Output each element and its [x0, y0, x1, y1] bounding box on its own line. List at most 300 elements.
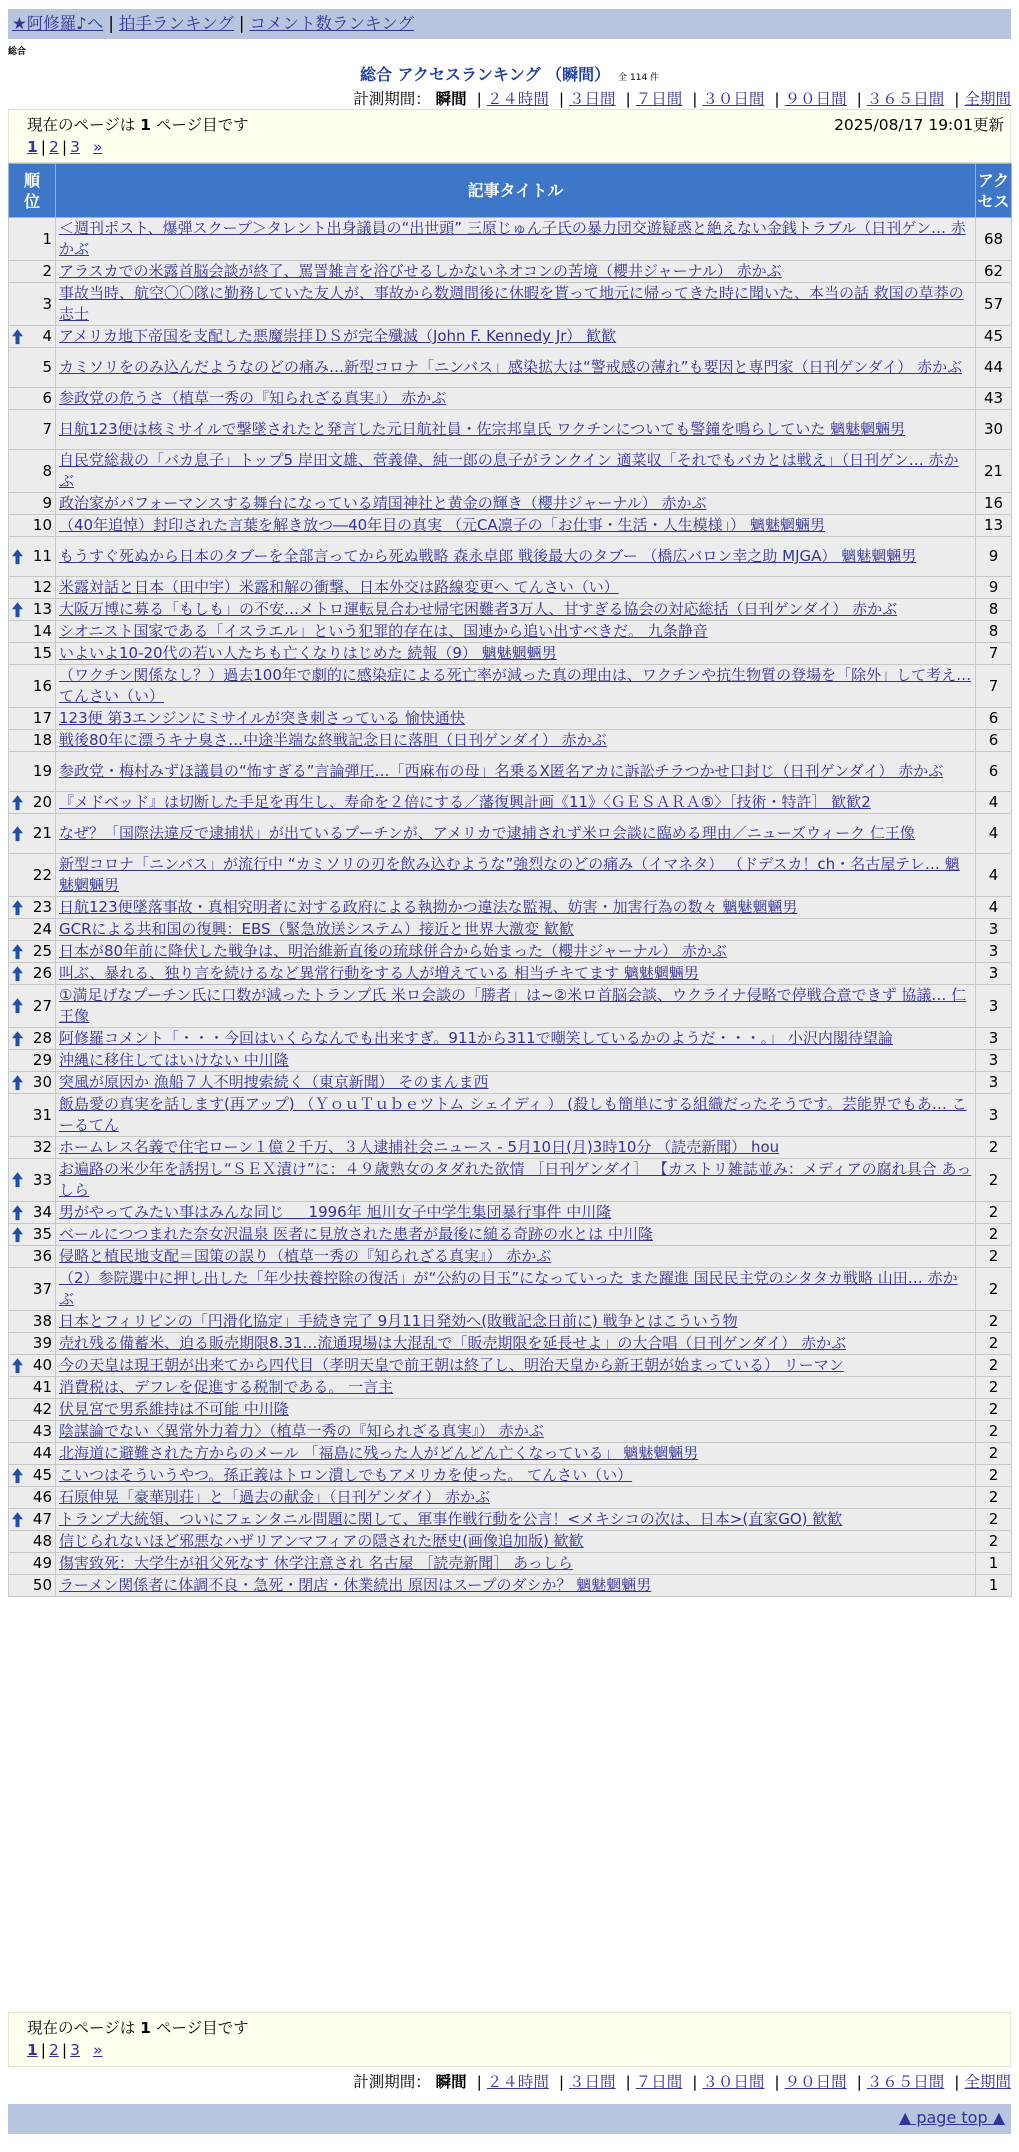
- table-row: [9, 1333, 1012, 1355]
- nav-separator: |: [108, 14, 114, 33]
- title-cell: [56, 665, 976, 708]
- article-title-link[interactable]: ①満足げなプーチン氏に口数が減ったトランプ氏 米ロ会談の「勝者」は~②米ロ首脳会談、ウクライナ侵略で停戦合意できず 協議… 仁王像: [59, 986, 967, 1025]
- article-title-link[interactable]: 戦後80年に漂うキナ臭さ…中途半端な終戦記念日に落胆（日刊ゲンダイ） 赤かぶ: [59, 731, 607, 749]
- article-title-link[interactable]: 飯島愛の真実を話します(再アップ) （ＹｏｕＴｕｂｅツトム シェイディ ） (殺しも簡単にする組織だったそうです。芸能界でもあ… こーるてん: [59, 1095, 967, 1134]
- rank-number: 1: [42, 229, 52, 248]
- rank-cell: [9, 854, 56, 897]
- access-count: 6: [976, 752, 1012, 792]
- article-title-link[interactable]: ベールにつつまれた奈女沢温泉 医者に見放された患者が最後に縋る奇跡の水とは 中川隆: [59, 1225, 653, 1243]
- rank-cell: [9, 897, 56, 919]
- rank-number: 8: [42, 461, 52, 480]
- rank-number: 30: [32, 1073, 52, 1091]
- title-cell: [56, 1202, 976, 1224]
- rank-cell: [9, 1575, 56, 1597]
- col-header-title: 記事タイトル: [56, 164, 976, 218]
- table-row: [9, 621, 1012, 643]
- table-row: [9, 1246, 1012, 1268]
- rank-cell: [9, 919, 56, 941]
- rank-up-arrow-icon: [12, 1468, 23, 1483]
- rank-number: 36: [32, 1247, 52, 1265]
- rank-number: 41: [32, 1378, 52, 1396]
- table-row: [9, 1137, 1012, 1159]
- pager-page-1[interactable]: 1: [27, 2041, 38, 2059]
- rank-number: 2: [42, 262, 52, 280]
- pager-next[interactable]: »: [92, 138, 103, 156]
- table-row: [9, 1072, 1012, 1094]
- rank-number: 22: [32, 865, 52, 884]
- ranking-title: 総合 アクセスランキング （瞬間）: [359, 65, 611, 84]
- current-page-suffix: ページ目です: [155, 116, 249, 134]
- table-row: [9, 283, 1012, 326]
- rank-up-arrow-icon: [12, 1031, 23, 1046]
- table-row: [9, 665, 1012, 708]
- rank-up-arrow-icon: [12, 329, 23, 344]
- table-row: [9, 897, 1012, 919]
- rank-up-arrow-icon: [12, 944, 23, 959]
- pager-page-3[interactable]: 3: [70, 2041, 81, 2059]
- access-count: 2: [976, 1377, 1012, 1399]
- access-count: 44: [976, 348, 1012, 388]
- table-row: [9, 537, 1012, 577]
- access-count: 68: [976, 218, 1012, 261]
- rank-cell: [9, 410, 56, 450]
- access-count: 2: [976, 1224, 1012, 1246]
- rank-number: 48: [32, 1532, 52, 1550]
- period-link-all[interactable]: 全期間: [964, 2073, 1011, 2091]
- rank-number: 46: [32, 1488, 52, 1506]
- nav-link-comment-ranking[interactable]: コメント数ランキング: [249, 14, 414, 33]
- rank-cell: [9, 708, 56, 730]
- rank-up-arrow-icon: [12, 795, 23, 810]
- rank-cell: [9, 1355, 56, 1377]
- access-count: 2: [976, 1311, 1012, 1333]
- rank-number: 24: [32, 920, 52, 938]
- article-title-link[interactable]: 参政党・梅村みずほ議員の“怖すぎる”言論弾圧…「西麻布の母」名乗るX匿名アカに訴訟チラつかせ口封じ（日刊ゲンダイ） 赤かぶ: [59, 762, 944, 780]
- period-link-30d[interactable]: ３０日間: [702, 90, 765, 108]
- rank-cell: [9, 665, 56, 708]
- table-row: [9, 1465, 1012, 1487]
- article-title-link[interactable]: 信じられないほど邪悪なハザリアンマフィアの隠された歴史(画像追加版) 歓歓: [59, 1532, 584, 1550]
- table-row: [9, 1355, 1012, 1377]
- rank-cell: [9, 450, 56, 493]
- article-title-link[interactable]: 石原伸晃「豪華別荘」と「過去の献金」（日刊ゲンダイ） 赤かぶ: [59, 1488, 491, 1506]
- article-title-link[interactable]: 日航123便墜落事故・真相究明者に対する政府による執拗かつ違法な監視、妨害・加害行為の数々 魑魅魍魎男: [59, 898, 798, 916]
- page-top-link[interactable]: ▲ page top ▲: [898, 2108, 1005, 2127]
- rank-cell: [9, 537, 56, 577]
- title-cell: [56, 493, 976, 515]
- article-title-link[interactable]: アラスカでの米露首脳会談が終了、罵詈雑言を浴びせるしかないネオコンの苦境（櫻井ジャーナル） 赤かぶ: [59, 262, 782, 280]
- table-row: [9, 1377, 1012, 1399]
- period-link-24h[interactable]: ２４時間: [486, 2073, 549, 2091]
- rank-cell: [9, 1465, 56, 1487]
- rank-number: 34: [32, 1203, 52, 1221]
- access-count: 2: [976, 1137, 1012, 1159]
- article-title-link[interactable]: 日本とフィリピンの「円滑化協定」手続き完了 9月11日発効へ(敗戦記念日前に) 戦争とはこういう物: [59, 1312, 738, 1330]
- rank-cell: [9, 1028, 56, 1050]
- period-label: 計測期間：: [353, 90, 431, 108]
- table-row: [9, 410, 1012, 450]
- article-title-link[interactable]: （2）参院選中に押し出した「年少扶養控除の復活」が“公約の目玉”になっていった また躍進 国民民主党のシタタカ戦略 山田… 赤かぶ: [59, 1269, 958, 1308]
- rank-cell: [9, 1377, 56, 1399]
- title-cell: [56, 410, 976, 450]
- rank-cell: [9, 1311, 56, 1333]
- title-cell: [56, 985, 976, 1028]
- rank-cell: [9, 1246, 56, 1268]
- rank-number: 45: [32, 1466, 52, 1484]
- title-cell: [56, 1072, 976, 1094]
- period-link-30d[interactable]: ３０日間: [702, 2073, 765, 2091]
- article-title-link[interactable]: ホームレス名義で住宅ローン１億２千万、３人逮捕社会ニュース - 5月10日(月)3時10分 （読売新聞） hou: [59, 1138, 780, 1156]
- article-title-link[interactable]: もうすぐ死ぬから日本のタブーを全部言ってから死ぬ戦略 森永卓郎 戦後最大のタブー （橋広バロン幸之助 MJGA） 魑魅魍魎男: [59, 547, 917, 565]
- rank-number: 39: [32, 1334, 52, 1352]
- rank-number: 19: [32, 762, 52, 780]
- table-row: [9, 1509, 1012, 1531]
- title-cell: [56, 537, 976, 577]
- article-title-link[interactable]: 『メドベッド』は切断した手足を再生し、寿命を２倍にする／藩復興計画《11》〈ＧＥＳＡＲＡ⑤〉［技術・特許］ 歓歓2: [59, 793, 871, 811]
- rank-cell: [9, 792, 56, 814]
- access-count: 7: [976, 643, 1012, 665]
- title-cell: [56, 1137, 976, 1159]
- article-title-link[interactable]: アメリカ地下帝国を支配した悪魔崇拝ＤＳが完全殲滅（John F. Kennedy Jr） 歓歓: [59, 327, 617, 345]
- table-row: [9, 493, 1012, 515]
- rank-number: 26: [32, 964, 52, 982]
- access-count: 3: [976, 1094, 1012, 1137]
- access-count: 3: [976, 1072, 1012, 1094]
- article-title-link[interactable]: 今の天皇は現王朝が出来てから四代目（孝明天皇で前王朝は終了し、明治天皇から新王朝が始まっている） リーマン: [59, 1356, 844, 1374]
- rank-cell: [9, 1137, 56, 1159]
- table-row: [9, 792, 1012, 814]
- title-cell: [56, 388, 976, 410]
- rank-cell: [9, 643, 56, 665]
- rank-number: 13: [32, 600, 52, 618]
- article-title-link[interactable]: 突風が原因か 漁船７人不明捜索続く（東京新聞） そのまんま西: [59, 1073, 489, 1091]
- article-title-link[interactable]: トランプ大統領、ついにフェンタニル問題に関して、軍事作戦行動を公言！<メキシコの次は、日本>(直家GO) 歓歓: [59, 1510, 843, 1528]
- title-cell: [56, 1355, 976, 1377]
- rank-up-arrow-icon: [12, 1358, 23, 1373]
- article-title-link[interactable]: 大阪万博に募る「もしも」の不安…メトロ運転見合わせ帰宅困難者3万人、甘すぎる協会の対応総括（日刊ゲンダイ） 赤かぶ: [59, 600, 898, 618]
- ranking-title-line: [0, 62, 1019, 85]
- ranking-table: [8, 163, 1012, 1597]
- rank-cell: [9, 493, 56, 515]
- article-title-link[interactable]: （ワクチン関係なし？）過去100年で劇的に感染症による死亡率が減った真の理由は、ワクチンや抗生物質の登場を「除外」して考え… てんさい（い）: [59, 666, 972, 705]
- rank-cell: [9, 1202, 56, 1224]
- access-count: 4: [976, 792, 1012, 814]
- rank-up-arrow-icon: [12, 966, 23, 981]
- rank-number: 50: [32, 1576, 52, 1594]
- article-title-link[interactable]: 伏見宮で男系維持は不可能 中川隆: [59, 1400, 289, 1418]
- table-row: [9, 919, 1012, 941]
- current-page-prefix: 現在のページは: [27, 116, 136, 134]
- rank-number: 25: [32, 942, 52, 960]
- rank-number: 9: [42, 494, 52, 512]
- title-cell: [56, 1399, 976, 1421]
- title-cell: [56, 621, 976, 643]
- table-row: [9, 814, 1012, 854]
- period-link-all[interactable]: 全期間: [964, 90, 1011, 108]
- title-cell: [56, 283, 976, 326]
- title-cell: [56, 1443, 976, 1465]
- rank-number: 40: [32, 1356, 52, 1374]
- rank-number: 42: [32, 1400, 52, 1418]
- table-row: [9, 218, 1012, 261]
- table-row: [9, 1443, 1012, 1465]
- rank-cell: [9, 752, 56, 792]
- rank-number: 32: [32, 1138, 52, 1156]
- rank-cell: [9, 1333, 56, 1355]
- pager-page-2[interactable]: 2: [49, 138, 59, 156]
- access-count: 4: [976, 897, 1012, 919]
- article-title-link[interactable]: 事故当時、航空〇〇隊に勤務していた友人が、事故から数週間後に休暇を貰って地元に帰ってきた時に聞いた、本当の話 救国の草莽の志士: [59, 284, 964, 323]
- rank-number: 6: [42, 389, 52, 407]
- article-title-link[interactable]: ラーメン関係者に体調不良・急死・閉店・休業続出 原因はスープのダシか？ 魑魅魍魎男: [59, 1576, 652, 1594]
- rank-cell: [9, 1487, 56, 1509]
- access-count: 3: [976, 1028, 1012, 1050]
- rank-number: 20: [32, 793, 52, 811]
- period-link-7d[interactable]: ７日間: [635, 2073, 683, 2091]
- title-cell: [56, 792, 976, 814]
- nav-link-applause-ranking[interactable]: 拍手ランキング: [118, 14, 234, 33]
- rank-cell: [9, 388, 56, 410]
- ranking-count: 全 114 件: [618, 73, 660, 83]
- article-title-link[interactable]: 123便 第3エンジンにミサイルが突き刺さっている 愉快通快: [59, 709, 465, 727]
- nav-separator: |: [238, 14, 245, 33]
- access-count: 57: [976, 283, 1012, 326]
- title-cell: [56, 814, 976, 854]
- article-title-link[interactable]: 沖縄に移住してはいけない 中川隆: [59, 1051, 289, 1069]
- title-cell: [56, 1094, 976, 1137]
- rank-number: 28: [32, 1029, 52, 1047]
- period-link-3d[interactable]: ３日間: [569, 90, 616, 108]
- title-cell: [56, 643, 976, 665]
- period-label: 計測期間：: [353, 2073, 431, 2091]
- title-cell: [56, 708, 976, 730]
- access-count: 2: [976, 1487, 1012, 1509]
- rank-cell: [9, 621, 56, 643]
- current-page-text-bottom: [27, 2016, 249, 2038]
- article-title-link[interactable]: 日本が80年前に降伏した戦争は、明治維新直後の琉球併合から始まった（櫻井ジャーナル） 赤かぶ: [59, 942, 727, 960]
- access-count: 13: [976, 515, 1012, 537]
- article-title-link[interactable]: 陰謀論でない〈異常外力着力〉（植草一秀の『知られざる真実』） 赤かぶ: [59, 1422, 544, 1440]
- table-row: [9, 1399, 1012, 1421]
- title-cell: [56, 897, 976, 919]
- period-link-365d[interactable]: ３６５日間: [866, 90, 945, 108]
- rank-number: 43: [32, 1422, 52, 1440]
- title-cell: [56, 1224, 976, 1246]
- rank-number: 37: [32, 1279, 52, 1298]
- article-title-link[interactable]: いよいよ10-20代の若い人たちも亡くなりはじめた 続報（9） 魑魅魍魎男: [59, 644, 557, 662]
- rank-number: 16: [32, 676, 52, 695]
- page-info-bottom: [8, 2012, 1011, 2067]
- table-row: [9, 1224, 1012, 1246]
- access-count: 3: [976, 1050, 1012, 1072]
- table-row: [9, 941, 1012, 963]
- article-title-link[interactable]: 男がやってみたい事はみんな同じ ＿ 1996年 旭川女子中学生集団暴行事件 中川隆: [59, 1203, 612, 1221]
- article-title-link[interactable]: こいつはそういうやつ。孫正義はトロン潰しでもアメリカを使った。 てんさい（い）: [59, 1466, 633, 1484]
- rank-cell: [9, 1443, 56, 1465]
- access-count: 4: [976, 854, 1012, 897]
- rank-number: 12: [32, 578, 52, 596]
- title-cell: [56, 1159, 976, 1202]
- access-count: 9: [976, 577, 1012, 599]
- current-page-number: 1: [140, 116, 151, 134]
- rank-cell: [9, 963, 56, 985]
- rank-number: 49: [32, 1554, 52, 1572]
- article-title-link[interactable]: 傷害致死：大学生が祖父死なす 休学注意され 名古屋 ［読売新聞］ あっしら: [59, 1554, 573, 1572]
- access-count: 8: [976, 621, 1012, 643]
- rank-up-arrow-icon: [12, 1512, 23, 1527]
- rank-up-arrow-icon: [12, 602, 23, 617]
- period-link-7d[interactable]: ７日間: [635, 90, 683, 108]
- category-label: 総合: [8, 47, 27, 57]
- title-cell: [56, 730, 976, 752]
- pager-page-2[interactable]: 2: [49, 2041, 59, 2059]
- access-count: 2: [976, 1246, 1012, 1268]
- article-title-link[interactable]: GCRによる共和国の復興：EBS（緊急放送システム）接近と世界大激変 歓歓: [59, 920, 574, 938]
- article-title-link[interactable]: カミソリをのみ込んだようなのどの痛み…新型コロナ「ニンバス」感染拡大は“警戒感の薄れ”も要因と専門家（日刊ゲンダイ） 赤かぶ: [59, 358, 963, 376]
- period-link-24h[interactable]: ２４時間: [486, 90, 549, 108]
- table-row: [9, 854, 1012, 897]
- access-count: 2: [976, 1333, 1012, 1355]
- article-title-link[interactable]: （40年追悼）封印された言葉を解き放つ―40年目の真実 （元CA凛子の「お仕事・生活・人生模様」） 魑魅魍魎男: [59, 516, 825, 534]
- rank-cell: [9, 515, 56, 537]
- rank-number: 31: [32, 1105, 52, 1124]
- article-title-link[interactable]: 新型コロナ「ニンバス」が流行中 “カミソリの刃を飲み込むような”強烈なのどの痛み（イマネタ） （ドデスカ！ch・名古屋テレ… 魑魅魍魎男: [59, 855, 960, 894]
- ranking-table-body: [9, 218, 1012, 1597]
- rank-up-arrow-icon: [12, 1172, 23, 1187]
- rank-cell: [9, 814, 56, 854]
- article-title-link[interactable]: 叫ぶ、暴れる、独り言を続けるなど異常行動をする人が増えている 相当チキてます 魑魅魍魎男: [59, 964, 699, 982]
- article-title-link[interactable]: 北海道に避難された方からのメール 「福島に残った人がどんどん亡くなっている」 魑魅魍魎男: [59, 1444, 699, 1462]
- period-link-3d[interactable]: ３日間: [569, 2073, 616, 2091]
- table-row: [9, 1421, 1012, 1443]
- article-title-link[interactable]: 政治家がパフォーマンスする舞台になっている靖国神社と黄金の輝き（櫻井ジャーナル） 赤かぶ: [59, 494, 707, 512]
- table-row: [9, 1268, 1012, 1311]
- rank-cell: [9, 1224, 56, 1246]
- rank-cell: [9, 1421, 56, 1443]
- table-row: [9, 1487, 1012, 1509]
- article-title-link[interactable]: 参政党の危うさ（植草一秀の『知られざる真実』） 赤かぶ: [59, 389, 447, 407]
- title-cell: [56, 1531, 976, 1553]
- table-row: [9, 730, 1012, 752]
- rank-up-arrow-icon: [12, 1227, 23, 1242]
- title-cell: [56, 963, 976, 985]
- rank-number: 29: [32, 1051, 52, 1069]
- article-title-link[interactable]: ＜週刊ポスト、爆弾スクープ＞タレント出身議員の“出世頭” 三原じゅん子氏の暴力団交遊疑惑と絶えない金銭トラブル（日刊ゲン… 赤かぶ: [59, 219, 966, 258]
- current-page-suffix: ページ目です: [155, 2019, 249, 2037]
- title-cell: [56, 599, 976, 621]
- article-title-link[interactable]: 侵略と植民地支配＝国策の誤り（植草一秀の『知られざる真実』） 赤かぶ: [59, 1247, 552, 1265]
- table-row: [9, 985, 1012, 1028]
- article-title-link[interactable]: 米露対話と日本（田中宇）米露和解の衝撃、日本外交は路線変更へ てんさい（い）: [59, 578, 619, 596]
- title-cell: [56, 854, 976, 897]
- access-count: 21: [976, 450, 1012, 493]
- rank-number: 7: [42, 420, 52, 438]
- table-header-row: [9, 164, 1012, 218]
- access-count: 45: [976, 326, 1012, 348]
- title-cell: [56, 941, 976, 963]
- table-row: [9, 450, 1012, 493]
- access-count: 2: [976, 1531, 1012, 1553]
- table-row: [9, 1028, 1012, 1050]
- article-title-link[interactable]: 売れ残る備蓄米、迫る販売期限8.31…流通現場は大混乱で「販売期限を延長せよ」の大合唱（日刊ゲンダイ） 赤かぶ: [59, 1334, 846, 1352]
- article-title-link[interactable]: 阿修羅コメント「・・・今回はいくらなんでも出来すぎ。911から311で嘲笑しているかのようだ・・・。」 小沢内閣待望論: [59, 1029, 893, 1047]
- title-cell: [56, 1553, 976, 1575]
- title-cell: [56, 1575, 976, 1597]
- table-row: [9, 643, 1012, 665]
- pager-page-1[interactable]: 1: [27, 138, 38, 156]
- nav-link-ashura[interactable]: ★阿修羅♪へ: [12, 14, 104, 33]
- rank-number: 14: [32, 622, 52, 640]
- access-count: 6: [976, 708, 1012, 730]
- title-cell: [56, 450, 976, 493]
- rank-number: 3: [42, 294, 52, 313]
- period-link-90d[interactable]: ９０日間: [784, 2073, 847, 2091]
- access-count: 3: [976, 919, 1012, 941]
- pager-next[interactable]: »: [92, 2041, 103, 2059]
- rank-number: 5: [42, 358, 52, 376]
- access-count: 7: [976, 665, 1012, 708]
- article-title-link[interactable]: なぜ？「国際法違反で逮捕状」が出ているプーチンが、アメリカで逮捕されず米ロ会談に臨める理由／ニューズウィーク 仁王像: [59, 824, 915, 842]
- period-link-90d[interactable]: ９０日間: [784, 90, 847, 108]
- rank-cell: [9, 1268, 56, 1311]
- rank-number: 23: [32, 898, 52, 916]
- table-row: [9, 1311, 1012, 1333]
- rank-number: 27: [32, 996, 52, 1015]
- rank-cell: [9, 348, 56, 388]
- access-count: 30: [976, 410, 1012, 450]
- access-count: 8: [976, 599, 1012, 621]
- table-row: [9, 1531, 1012, 1553]
- article-title-link[interactable]: 自民党総裁の「バカ息子」トップ5 岸田文雄、菅義偉、純一郎の息子がランクイン 適菜収「それでもバカとは戦え」（日刊ゲン… 赤かぶ: [59, 451, 959, 490]
- access-count: 62: [976, 261, 1012, 283]
- period-selector-top: 計測期間： 瞬間 | ２４時間 | ３日間 | ７日間 | ３０日間 | ９０日間 | ３６５日間 | 全期間: [353, 90, 1011, 108]
- table-row: [9, 1553, 1012, 1575]
- rank-number: 47: [32, 1510, 52, 1528]
- rank-up-arrow-icon: [12, 998, 23, 1013]
- rank-cell: [9, 599, 56, 621]
- rank-number: 33: [32, 1170, 52, 1189]
- table-row: [9, 1202, 1012, 1224]
- period-link-365d[interactable]: ３６５日間: [866, 2073, 945, 2091]
- rank-cell: [9, 1531, 56, 1553]
- pager-page-3[interactable]: 3: [70, 138, 81, 156]
- table-row: [9, 348, 1012, 388]
- article-title-link[interactable]: お遍路の米少年を誘拐し“ＳＥＸ漬け”に：４９歳熟女のタダれた欲情 ［日刊ゲンダイ］ 【カストリ雑誌並み：メディアの腐れ具合 あっしら: [59, 1160, 972, 1199]
- title-cell: [56, 261, 976, 283]
- rank-cell: [9, 577, 56, 599]
- rank-number: 11: [32, 547, 52, 565]
- access-count: 3: [976, 985, 1012, 1028]
- current-page-number: 1: [140, 2019, 151, 2037]
- access-count: 3: [976, 941, 1012, 963]
- article-title-link[interactable]: 日航123便は核ミサイルで撃墜されたと発言した元日航社員・佐宗邦皇氏 ワクチンについても警鐘を鳴らしていた 魑魅魍魎男: [59, 420, 906, 438]
- rank-number: 17: [32, 709, 52, 727]
- title-cell: [56, 218, 976, 261]
- table-row: [9, 515, 1012, 537]
- rank-up-arrow-icon: [12, 900, 23, 915]
- rank-number: 21: [32, 824, 52, 842]
- access-count: 2: [976, 1355, 1012, 1377]
- title-cell: [56, 515, 976, 537]
- table-row: [9, 963, 1012, 985]
- table-row: [9, 1094, 1012, 1137]
- article-title-link[interactable]: 消費税は、デフレを促進する税制である。 一言主: [59, 1378, 394, 1396]
- article-title-link[interactable]: シオニスト国家である「イスラエル」という犯罪的存在は、国連から追い出すべきだ。 九条静音: [59, 622, 708, 640]
- top-nav-bar: [8, 9, 1011, 39]
- access-count: 2: [976, 1268, 1012, 1311]
- access-count: 6: [976, 730, 1012, 752]
- rank-up-arrow-icon: [12, 826, 23, 841]
